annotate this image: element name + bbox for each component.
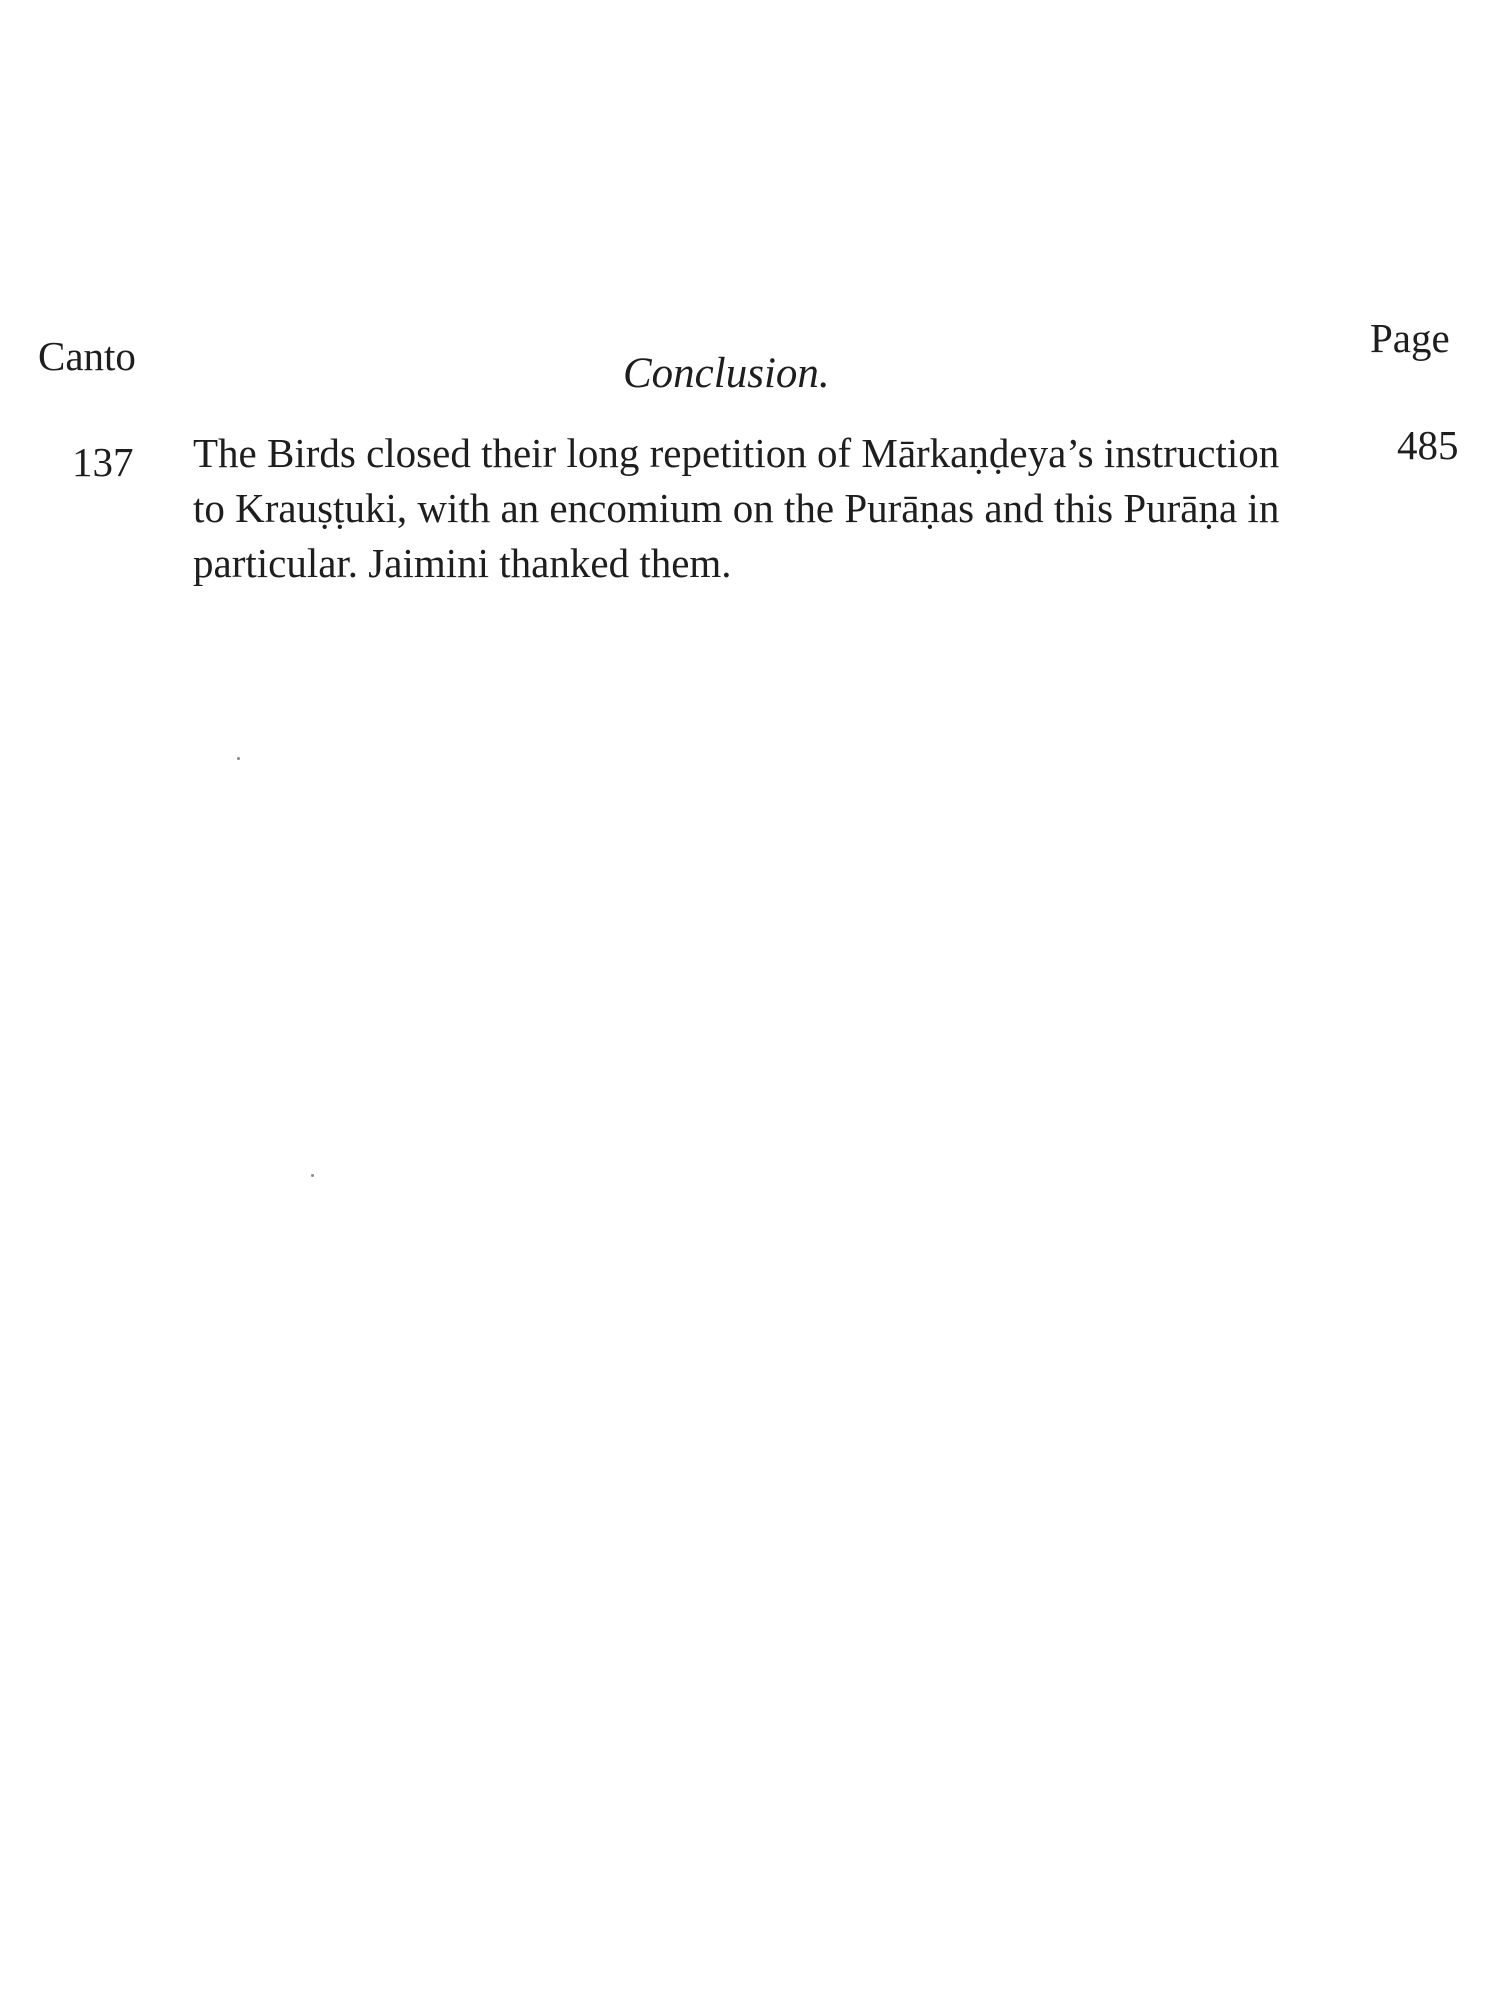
scan-speck <box>311 1174 314 1177</box>
entry-summary-line: to Krauṣṭuki, with an encomium on the Purāṇas and this Purāṇa in <box>193 485 1280 531</box>
entry-page-number: 485 <box>1397 422 1459 468</box>
entry-summary <box>193 426 1361 591</box>
page-column-heading: Page <box>1370 315 1450 361</box>
scan-speck <box>237 757 240 760</box>
entry-summary-line: particular. Jaimini thanked them. <box>193 540 732 586</box>
entry-canto-number: 137 <box>72 439 134 485</box>
canto-column-heading: Canto <box>38 333 136 379</box>
entry-summary-line: The Birds closed their long repetition of Mārkaṇḍeya’s instruction <box>193 430 1280 476</box>
section-title: Conclusion. <box>623 350 830 397</box>
